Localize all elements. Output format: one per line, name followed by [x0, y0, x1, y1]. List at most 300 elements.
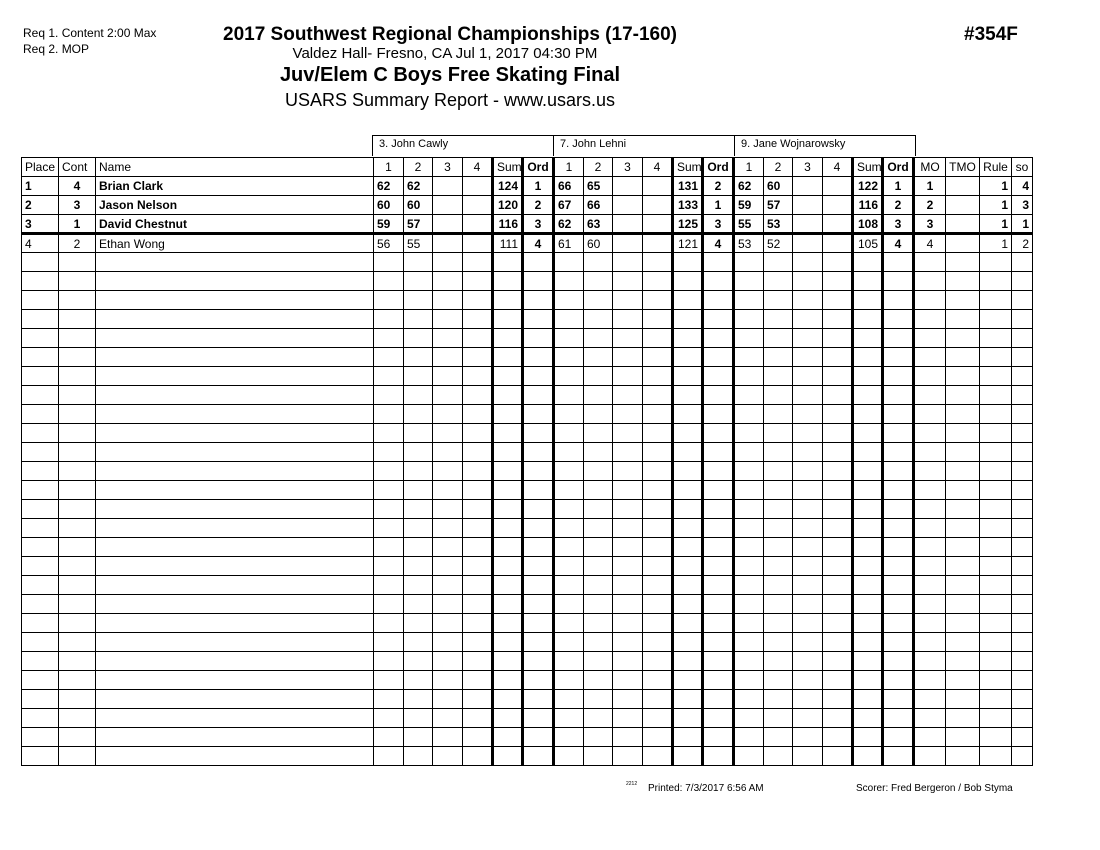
cont-cell: [59, 253, 96, 272]
mark-cell: [823, 234, 853, 253]
mark-cell: [554, 671, 584, 690]
name-cell: [96, 633, 374, 652]
sum-cell: [493, 329, 523, 348]
ord-cell: [883, 367, 914, 386]
place-cell: [22, 690, 59, 709]
sum-cell: [673, 405, 703, 424]
mark-cell: [734, 633, 764, 652]
mark-cell: [584, 519, 613, 538]
mark-cell: [643, 348, 673, 367]
mark-cell: [374, 747, 404, 766]
mark-cell: [554, 614, 584, 633]
ord-cell: [703, 576, 734, 595]
mark-cell: [463, 177, 493, 196]
name-cell: Brian Clark: [96, 177, 374, 196]
event-name: Juv/Elem C Boys Free Skating Final: [279, 64, 621, 86]
name-cell: [96, 557, 374, 576]
sum-cell: [493, 291, 523, 310]
sum-cell: [673, 538, 703, 557]
mark-cell: [823, 443, 853, 462]
rule-cell: [980, 500, 1012, 519]
mark-cell: [764, 348, 793, 367]
mark-cell: [613, 386, 643, 405]
sum-cell: [853, 614, 883, 633]
sum-cell: [853, 671, 883, 690]
mark-cell: [734, 500, 764, 519]
mark-cell: [374, 633, 404, 652]
ord-cell: [883, 652, 914, 671]
place-cell: [22, 462, 59, 481]
sum-cell: [673, 329, 703, 348]
cont-cell: [59, 481, 96, 500]
ord-cell: [883, 538, 914, 557]
mark-cell: [823, 424, 853, 443]
name-cell: [96, 690, 374, 709]
mark-cell: [613, 177, 643, 196]
so-cell: [1012, 424, 1033, 443]
ord-cell: [883, 424, 914, 443]
mark-cell: [764, 595, 793, 614]
mark-cell: [554, 367, 584, 386]
sum-cell: 121: [673, 234, 703, 253]
name-cell: Ethan Wong: [96, 234, 374, 253]
sum-cell: [673, 747, 703, 766]
mo-cell: [914, 671, 946, 690]
sum-cell: [493, 576, 523, 595]
mark-cell: [554, 386, 584, 405]
mark-cell: [643, 329, 673, 348]
mark-cell: [734, 272, 764, 291]
mark-cell: [643, 310, 673, 329]
mark-cell: 55: [734, 215, 764, 234]
mark-cell: [584, 500, 613, 519]
sum-cell: [493, 272, 523, 291]
tmo-cell: [946, 234, 980, 253]
col-mark-3: 3: [433, 158, 463, 177]
so-cell: [1012, 291, 1033, 310]
rule-cell: [980, 519, 1012, 538]
mark-cell: [404, 614, 433, 633]
rule-cell: [980, 747, 1012, 766]
mark-cell: [404, 671, 433, 690]
mark-cell: [584, 424, 613, 443]
mark-cell: [433, 690, 463, 709]
ord-cell: [523, 405, 554, 424]
mark-cell: [433, 291, 463, 310]
mo-cell: 3: [914, 215, 946, 234]
place-cell: [22, 348, 59, 367]
tmo-cell: [946, 405, 980, 424]
cont-cell: [59, 310, 96, 329]
col-tmo: TMO: [946, 158, 980, 177]
mark-cell: [764, 462, 793, 481]
ord-cell: [703, 652, 734, 671]
mark-cell: [643, 709, 673, 728]
cont-cell: [59, 329, 96, 348]
so-cell: [1012, 462, 1033, 481]
mark-cell: 60: [584, 234, 613, 253]
mark-cell: [404, 310, 433, 329]
mark-cell: [643, 633, 673, 652]
mark-cell: [404, 709, 433, 728]
mark-cell: [823, 291, 853, 310]
mark-cell: [793, 728, 823, 747]
cont-cell: 2: [59, 234, 96, 253]
mark-cell: [554, 253, 584, 272]
mark-cell: [554, 310, 584, 329]
ord-cell: [883, 462, 914, 481]
table-row: [22, 177, 1033, 196]
mark-cell: [463, 405, 493, 424]
cont-cell: [59, 386, 96, 405]
rule-cell: [980, 614, 1012, 633]
mark-cell: [613, 671, 643, 690]
mark-cell: 53: [734, 234, 764, 253]
mark-cell: [793, 690, 823, 709]
mark-cell: [823, 576, 853, 595]
mark-cell: [793, 519, 823, 538]
so-cell: 3: [1012, 196, 1033, 215]
mark-cell: [404, 386, 433, 405]
so-cell: [1012, 728, 1033, 747]
mo-cell: [914, 272, 946, 291]
mark-cell: [643, 652, 673, 671]
table-row: [22, 310, 1033, 329]
mark-cell: [793, 272, 823, 291]
mark-cell: [584, 652, 613, 671]
mark-cell: [613, 519, 643, 538]
rule-cell: [980, 671, 1012, 690]
mark-cell: [463, 234, 493, 253]
mark-cell: [554, 481, 584, 500]
table-row: [22, 234, 1033, 253]
tmo-cell: [946, 690, 980, 709]
mark-cell: [554, 348, 584, 367]
name-cell: [96, 747, 374, 766]
mark-cell: [613, 690, 643, 709]
ord-cell: [883, 291, 914, 310]
place-cell: 3: [22, 215, 59, 234]
cont-cell: [59, 671, 96, 690]
mark-cell: [734, 538, 764, 557]
cont-cell: [59, 709, 96, 728]
mark-cell: [643, 557, 673, 576]
mark-cell: [404, 747, 433, 766]
mark-cell: [643, 215, 673, 234]
name-cell: [96, 386, 374, 405]
sum-cell: [673, 462, 703, 481]
so-cell: [1012, 576, 1033, 595]
mark-cell: [823, 329, 853, 348]
mark-cell: 56: [374, 234, 404, 253]
rule-cell: [980, 595, 1012, 614]
mark-cell: [823, 386, 853, 405]
mark-cell: [823, 595, 853, 614]
place-cell: [22, 728, 59, 747]
sum-cell: [493, 728, 523, 747]
ord-cell: 1: [523, 177, 554, 196]
sum-cell: [853, 367, 883, 386]
mark-cell: [584, 462, 613, 481]
mo-cell: [914, 652, 946, 671]
col-mark-2: 2: [764, 158, 793, 177]
mark-cell: [823, 196, 853, 215]
mark-cell: [643, 690, 673, 709]
mark-cell: [643, 519, 673, 538]
mark-cell: [643, 234, 673, 253]
mark-cell: [643, 614, 673, 633]
mark-cell: [433, 747, 463, 766]
mark-cell: [793, 671, 823, 690]
mark-cell: [764, 310, 793, 329]
mark-cell: [404, 728, 433, 747]
mark-cell: [404, 405, 433, 424]
ord-cell: [883, 348, 914, 367]
mark-cell: [463, 747, 493, 766]
sum-cell: 108: [853, 215, 883, 234]
mark-cell: [734, 671, 764, 690]
mark-cell: [584, 272, 613, 291]
mark-cell: [404, 557, 433, 576]
name-cell: [96, 709, 374, 728]
ord-cell: [883, 405, 914, 424]
col-sum: Sum: [493, 158, 523, 177]
mark-cell: [433, 728, 463, 747]
cont-cell: [59, 557, 96, 576]
mark-cell: [374, 367, 404, 386]
mark-cell: 59: [374, 215, 404, 234]
table-row: [22, 557, 1033, 576]
mark-cell: [433, 329, 463, 348]
table-row: [22, 291, 1033, 310]
name-cell: [96, 462, 374, 481]
results-table: [21, 157, 1033, 766]
mark-cell: [764, 253, 793, 272]
mark-cell: [764, 633, 793, 652]
rule-cell: [980, 405, 1012, 424]
mark-cell: [643, 576, 673, 595]
mark-cell: [643, 386, 673, 405]
mark-cell: [793, 614, 823, 633]
mark-cell: [823, 177, 853, 196]
mark-cell: 55: [404, 234, 433, 253]
sum-cell: [853, 728, 883, 747]
ord-cell: [883, 614, 914, 633]
ord-cell: [523, 576, 554, 595]
mark-cell: [793, 253, 823, 272]
sum-cell: [493, 386, 523, 405]
col-mark-2: 2: [584, 158, 613, 177]
place-cell: [22, 671, 59, 690]
sum-cell: 125: [673, 215, 703, 234]
mark-cell: [764, 443, 793, 462]
ord-cell: [523, 690, 554, 709]
mark-cell: [404, 462, 433, 481]
mark-cell: [554, 272, 584, 291]
mark-cell: [463, 690, 493, 709]
cont-cell: 4: [59, 177, 96, 196]
sum-cell: [493, 652, 523, 671]
mark-cell: [764, 291, 793, 310]
mark-cell: [554, 424, 584, 443]
sum-cell: [493, 500, 523, 519]
rule-cell: [980, 576, 1012, 595]
mark-cell: [374, 386, 404, 405]
mark-cell: [734, 728, 764, 747]
ord-cell: [703, 709, 734, 728]
sum-cell: [493, 709, 523, 728]
ord-cell: [883, 747, 914, 766]
col-mark-4: 4: [463, 158, 493, 177]
mark-cell: [374, 481, 404, 500]
mark-cell: [793, 500, 823, 519]
rule-cell: [980, 462, 1012, 481]
ord-cell: [883, 690, 914, 709]
mark-cell: [584, 405, 613, 424]
col-ord: Ord: [883, 158, 914, 177]
mark-cell: [793, 386, 823, 405]
mark-cell: [613, 405, 643, 424]
name-cell: Jason Nelson: [96, 196, 374, 215]
mark-cell: [643, 671, 673, 690]
mark-cell: [374, 671, 404, 690]
ord-cell: [523, 310, 554, 329]
mark-cell: [734, 253, 764, 272]
mark-cell: 67: [554, 196, 584, 215]
so-cell: [1012, 747, 1033, 766]
name-cell: [96, 253, 374, 272]
mark-cell: [823, 253, 853, 272]
so-cell: [1012, 633, 1033, 652]
sum-cell: [493, 557, 523, 576]
mark-cell: [463, 367, 493, 386]
mark-cell: [823, 614, 853, 633]
col-cont: Cont: [59, 158, 96, 177]
place-cell: [22, 253, 59, 272]
tmo-cell: [946, 348, 980, 367]
ord-cell: [703, 424, 734, 443]
mark-cell: [793, 405, 823, 424]
cont-cell: [59, 500, 96, 519]
ord-cell: [703, 481, 734, 500]
cont-cell: [59, 728, 96, 747]
sum-cell: [853, 481, 883, 500]
ord-cell: [883, 329, 914, 348]
cont-cell: 1: [59, 215, 96, 234]
sum-cell: [853, 462, 883, 481]
sum-cell: [673, 519, 703, 538]
mark-cell: [374, 500, 404, 519]
name-cell: [96, 671, 374, 690]
table-row: [22, 272, 1033, 291]
mark-cell: [584, 671, 613, 690]
place-cell: [22, 424, 59, 443]
mark-cell: [554, 633, 584, 652]
mark-cell: 60: [374, 196, 404, 215]
mark-cell: [433, 234, 463, 253]
mark-cell: [613, 291, 643, 310]
ord-cell: [883, 557, 914, 576]
table-row: [22, 462, 1033, 481]
mark-cell: [734, 367, 764, 386]
name-cell: [96, 652, 374, 671]
so-cell: [1012, 367, 1033, 386]
sum-cell: [673, 310, 703, 329]
mark-cell: [433, 215, 463, 234]
place-cell: [22, 709, 59, 728]
mark-cell: 62: [404, 177, 433, 196]
mark-cell: 57: [404, 215, 433, 234]
tmo-cell: [946, 196, 980, 215]
so-cell: [1012, 348, 1033, 367]
ord-cell: 4: [883, 234, 914, 253]
mark-cell: [554, 538, 584, 557]
mark-cell: [554, 557, 584, 576]
ord-cell: [523, 728, 554, 747]
mark-cell: [613, 234, 643, 253]
table-row: [22, 424, 1033, 443]
mark-cell: [433, 367, 463, 386]
mo-cell: [914, 519, 946, 538]
mark-cell: [823, 538, 853, 557]
so-cell: [1012, 272, 1033, 291]
name-cell: [96, 595, 374, 614]
sum-cell: [853, 310, 883, 329]
place-cell: [22, 272, 59, 291]
sum-cell: [493, 405, 523, 424]
sum-cell: [673, 557, 703, 576]
ord-cell: [523, 272, 554, 291]
sum-cell: [673, 367, 703, 386]
table-row: [22, 728, 1033, 747]
cont-cell: [59, 519, 96, 538]
mark-cell: [613, 500, 643, 519]
mark-cell: [404, 500, 433, 519]
mark-cell: [463, 386, 493, 405]
mark-cell: [613, 709, 643, 728]
ord-cell: [883, 633, 914, 652]
mark-cell: [433, 310, 463, 329]
tmo-cell: [946, 462, 980, 481]
rule-cell: [980, 272, 1012, 291]
mark-cell: [433, 538, 463, 557]
ord-cell: [523, 443, 554, 462]
ord-cell: [523, 481, 554, 500]
mark-cell: [613, 272, 643, 291]
mark-cell: [643, 443, 673, 462]
mark-cell: [433, 462, 463, 481]
ord-cell: [703, 690, 734, 709]
mo-cell: [914, 253, 946, 272]
tmo-cell: [946, 272, 980, 291]
mark-cell: [463, 652, 493, 671]
mark-cell: [643, 747, 673, 766]
ord-cell: [883, 253, 914, 272]
mark-cell: [374, 614, 404, 633]
so-cell: [1012, 671, 1033, 690]
mo-cell: [914, 709, 946, 728]
ord-cell: [883, 709, 914, 728]
place-cell: [22, 481, 59, 500]
page-title: 2017 Southwest Regional Championships (17-160): [223, 24, 677, 45]
mark-cell: [793, 747, 823, 766]
cont-cell: [59, 291, 96, 310]
requirement-1: Req 1. Content 2:00 Max: [23, 26, 157, 40]
so-cell: [1012, 481, 1033, 500]
requirement-2: Req 2. MOP: [23, 42, 90, 56]
sum-cell: [673, 690, 703, 709]
ord-cell: [883, 310, 914, 329]
